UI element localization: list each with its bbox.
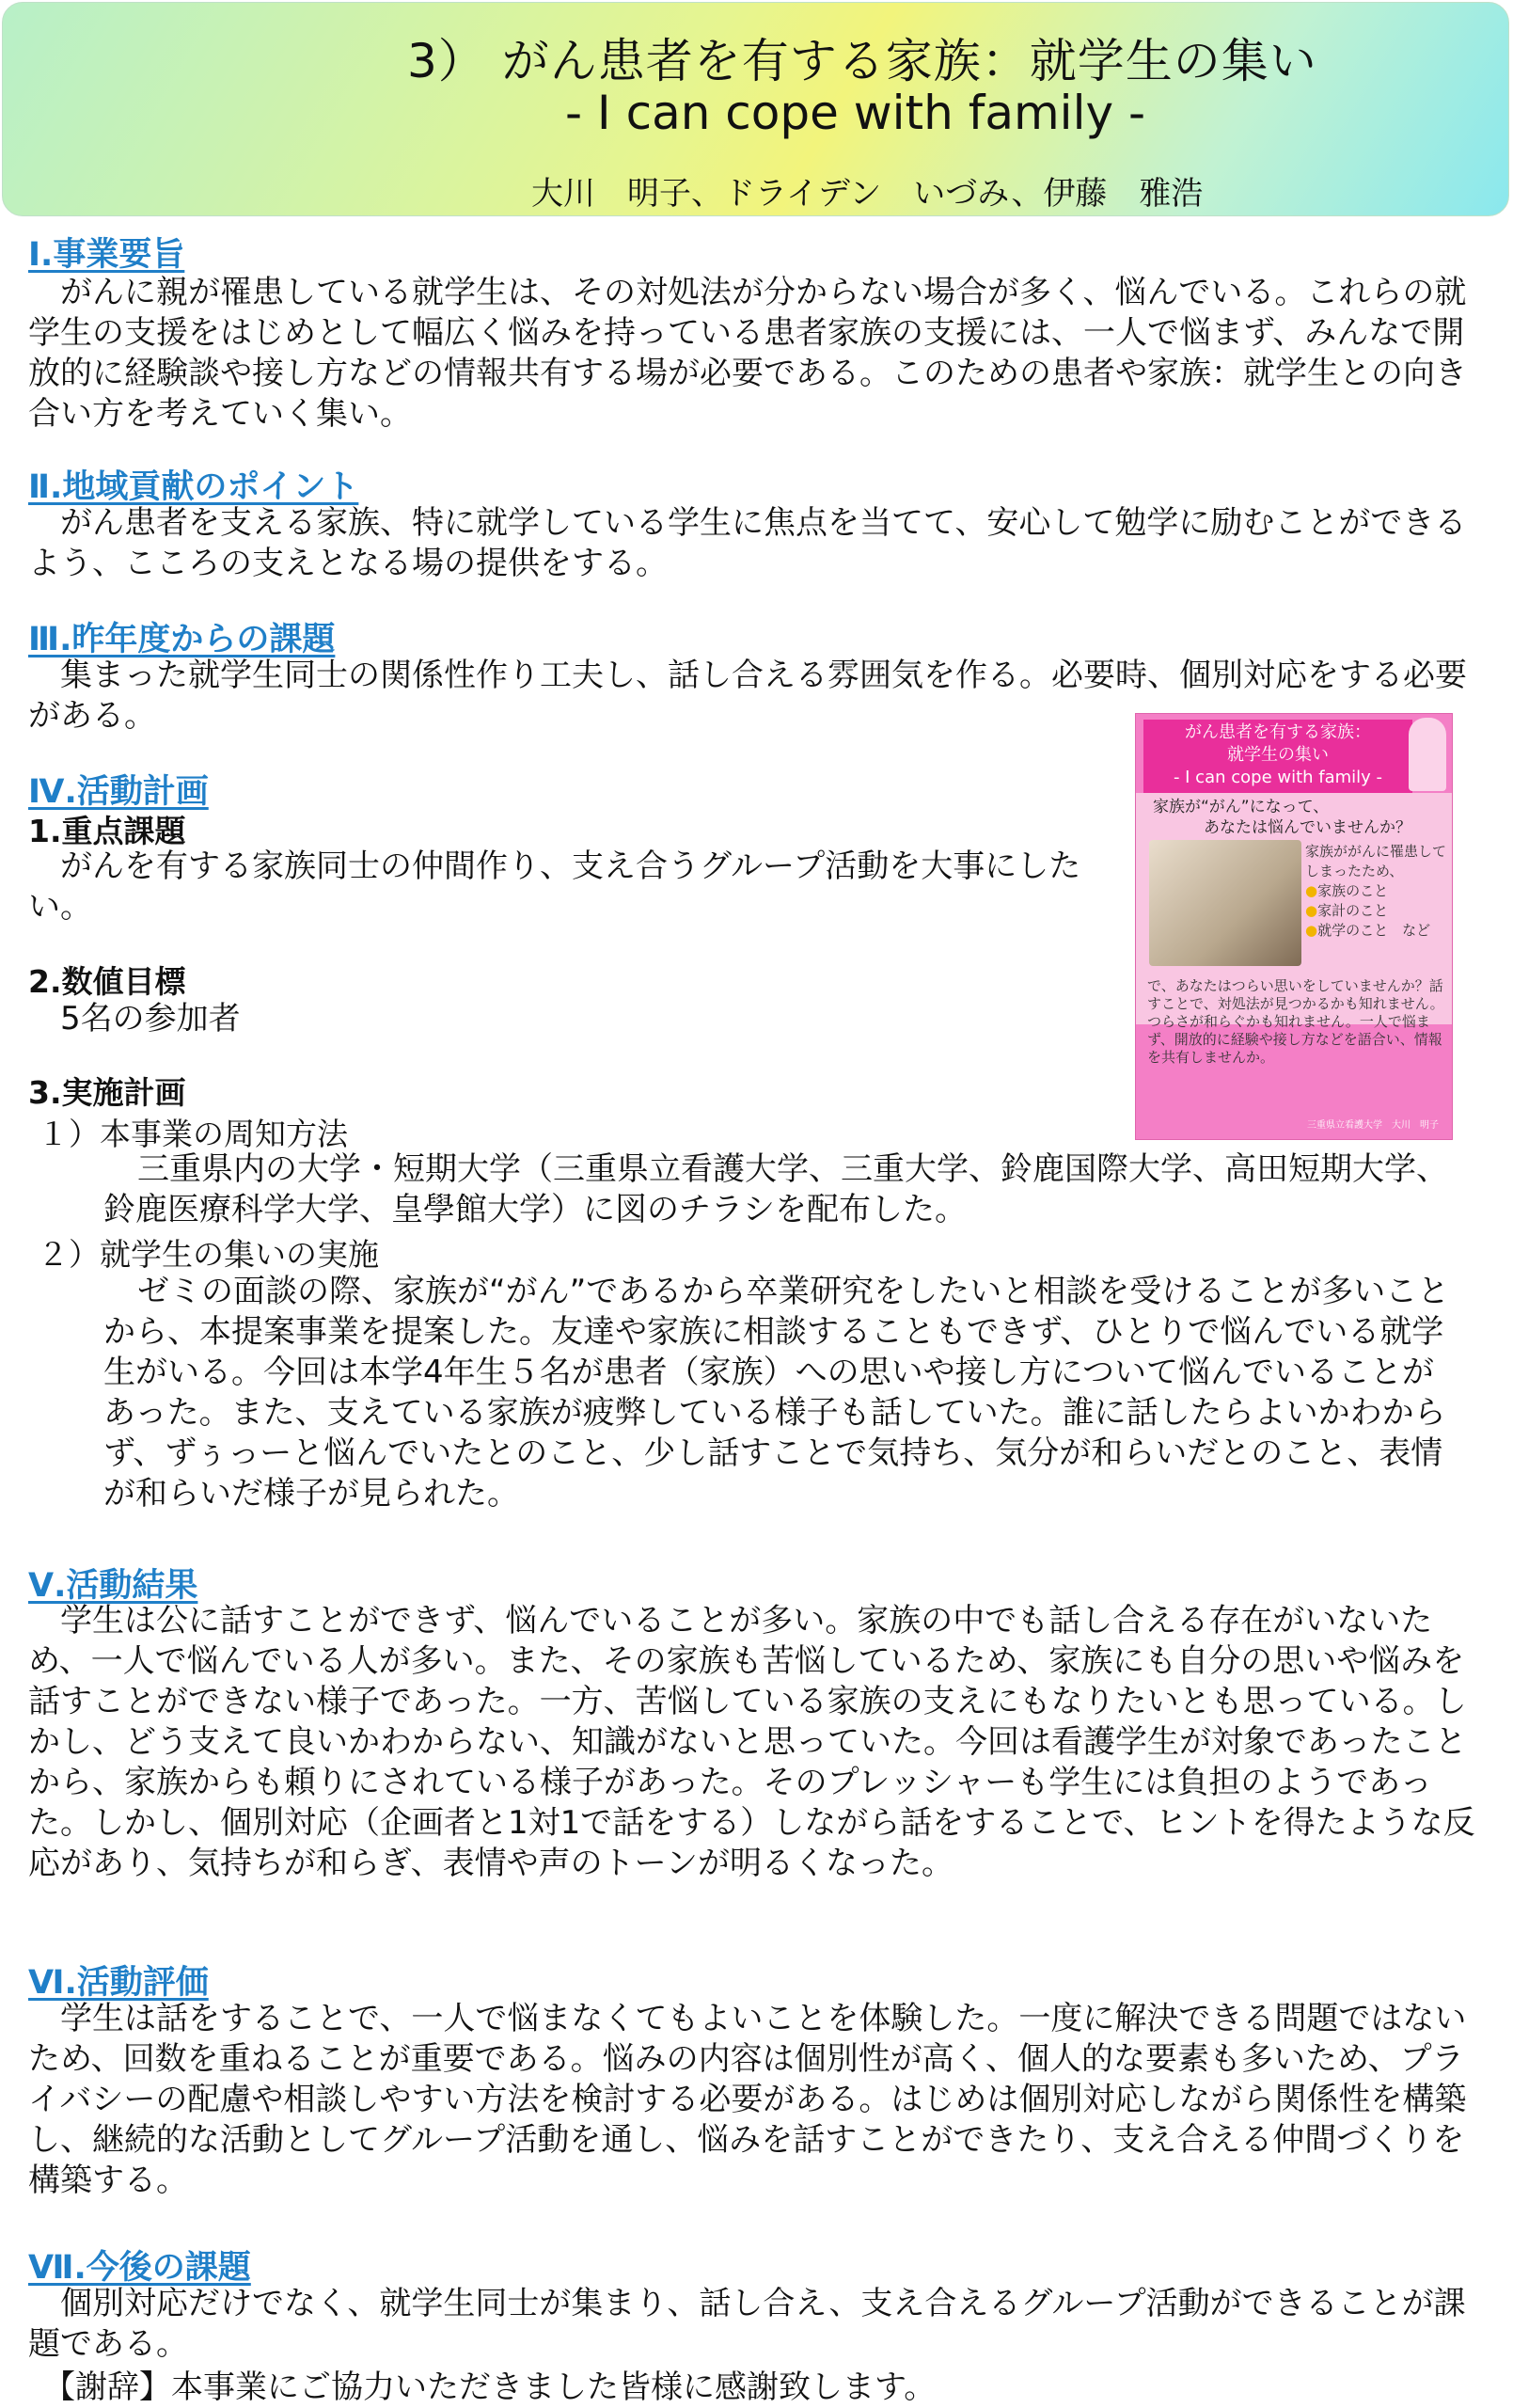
flyer-title-line: 就学生の集い: [1227, 745, 1329, 765]
authors: 大川 明子、ドライデン いづみ、伊藤 雅浩: [531, 175, 1204, 213]
item-text-publicity: 三重県内の大学・短期大学（三重県立看護大学、三重大学、鈴鹿国際大学、高田短期大学、鈴鹿医療科学大学、皇學館大学）に図のチラシを配布した。: [103, 1150, 1448, 1228]
section-text-contribution: がん患者を支える家族、特に就学している学生に焦点を当てて、安心して勉学に励むことができるよう、こころの支えとなる場の提供をする。: [28, 504, 1467, 582]
text-target: 5名の参加者: [60, 1000, 241, 1038]
flyer-question-line: 家族が“がん”になって、: [1153, 798, 1330, 816]
section-text-summary: がんに親が罹患している就学生は、その対処法が分からない場合が多く、悩んでいる。これらの就学生の支援をはじめとして幅広く悩みを持っている患者家族の支援には、一人で悩まず、みんなで開放的に経験談や接し方などの情報共有する場が必要である。このための患者や家族：就学生との向き合い方を考えていく集い。: [28, 274, 1467, 433]
section-heading-summary: Ⅰ.事業要旨: [28, 236, 185, 274]
section-text-evaluation: 学生は話をすることで、一人で悩まなくてもよいことを体験した。一度に解決できる問題ではないため、回数を重ねることが重要である。悩みの内容は個別性が高く、個人的な要素も多いため、プライバシーの配慮や相談しやすい方法を検討する必要がある。はじめは個別対応しながら関係性を構築し、継続的な活動としてグループ活動を通し、悩みを話すことができたり、支え合える仲間づくりを構築する。: [28, 2000, 1467, 2199]
flyer-list-item: ●就学のこと など: [1305, 922, 1431, 939]
section-heading-issues: Ⅲ.昨年度からの課題: [28, 621, 336, 658]
item-text-gathering: ゼミの面談の際、家族が“がん”であるから卒業研究をしたいと相談を受けることが多いことから、本提案事業を提案した。友達や家族に相談することもできず、ひとりで悩んでいる就学生がいる。今回は本学4年生５名が患者（家族）への思いや接し方について悩んでいることがあった。また、支えている家族が疲弊している様子も話していた。誰に話したらよいかわからず、ずぅっーと悩んでいたとのこと、少し話すことで気持ち、気分が和らいだとのこと、表情が和らいだ様子が見られた。: [103, 1273, 1450, 1513]
flyer-list-item: ●家計のこと: [1305, 902, 1389, 919]
flyer-title-banner: [1143, 720, 1412, 793]
item-heading-gathering: ２）就学生の集いの実施: [38, 1236, 379, 1273]
page-title: 3） がん患者を有する家族：就学生の集い: [407, 34, 1317, 88]
flyer-message: で、あなたはつらい思いをしていませんか？話すことで、対処法が見つかるかも知れません。つらさが和らぐかも知れません。一人で悩まず、開放的に経験や接し方などを語合い、情報を共有しませんか。: [1147, 977, 1444, 1066]
flyer-list-intro: 家族ががんに罹患してしまったため、: [1305, 843, 1447, 879]
section-heading-future: Ⅶ.今後の課題: [28, 2249, 251, 2287]
bullet-icon: ●: [1305, 882, 1318, 899]
section-text-future: 個別対応だけでなく、就学生同士が集まり、話し合え、支え合えるグループ活動ができることが課題である。: [28, 2285, 1466, 2363]
subheading-focus: 1.重点課題: [28, 813, 186, 849]
page-subtitle: - I can cope with family -: [565, 86, 1145, 140]
event-flyer: [1135, 713, 1453, 1140]
bullet-icon: ●: [1305, 922, 1318, 939]
flyer-question: [1153, 797, 1411, 838]
flyer-title-line: がん患者を有する家族：: [1185, 722, 1371, 742]
text-focus: がんを有する家族同士の仲間作り、支え合うグループ活動を大事にしたい。: [28, 848, 1081, 926]
section-heading-evaluation: Ⅵ.活動評価: [28, 1964, 209, 2002]
item-heading-publicity: １）本事業の周知方法: [38, 1116, 348, 1152]
section-text-issues: 集まった就学生同士の関係性作り工夫し、話し合える雰囲気を作る。必要時、個別対応をする必要がある。: [28, 657, 1467, 735]
flyer-title-line: - I can cope with family -: [1173, 768, 1383, 787]
flyer-footer: 三重県立看護大学 大川 明子: [1307, 1120, 1439, 1131]
flyer-photo: [1149, 840, 1301, 966]
bullet-icon: ●: [1305, 902, 1318, 919]
flyer-list-item: ●家族のこと: [1305, 882, 1389, 899]
subheading-target: 2.数値目標: [28, 963, 186, 1000]
flyer-illustration: [1409, 718, 1446, 791]
title-banner: [2, 2, 1509, 216]
section-heading-results: Ⅴ.活動結果: [28, 1567, 198, 1605]
section-heading-contribution: Ⅱ.地域貢献のポイント: [28, 468, 359, 506]
flyer-concern-list: [1305, 842, 1446, 941]
flyer-question-line: あなたは悩んでいませんか？: [1204, 818, 1411, 837]
section-text-results: 学生は公に話すことができず、悩んでいることが多い。家族の中でも話し合える存在がいないため、一人で悩んでいる人が多い。また、その家族も苦悩しているため、家族にも自分の思いや悩みを話すことができない様子であった。一方、苦悩している家族の支えにもなりたいとも思っている。しかし、どう支えて良いかわからない、知識がないと思っていた。今回は看護学生が対象であったことから、家族からも頼りにされている様子があった。そのプレッシャーも学生には負担のようであった。しかし、個別対応（企画者と1対1で話をする）しながら話をすることで、ヒントを得たような反応があり、気持ちが和らぎ、表情や声のトーンが明るくなった。: [28, 1602, 1475, 1882]
section-heading-plan: Ⅳ.活動計画: [28, 773, 209, 811]
subheading-implementation: 3.実施計画: [28, 1074, 186, 1111]
acknowledgement: 【謝辞】本事業にご協力いただきました皆様に感謝致します。: [43, 2368, 937, 2406]
